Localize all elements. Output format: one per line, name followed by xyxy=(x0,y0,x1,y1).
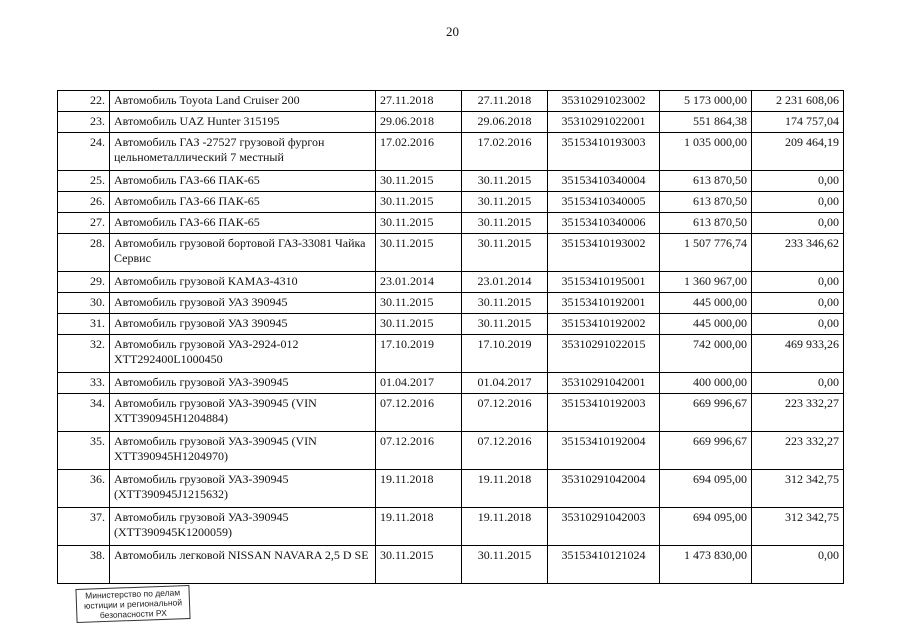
table-row xyxy=(58,133,844,171)
cell-inventory-code: 35310291042003 xyxy=(548,508,660,546)
cell-number: 29. xyxy=(58,272,110,293)
cell-date-2: 30.11.2015 xyxy=(462,234,548,272)
cell-date-1: 07.12.2016 xyxy=(376,394,462,432)
cell-residual-value: 223 332,27 xyxy=(752,394,844,432)
cell-date-2: 07.12.2016 xyxy=(462,432,548,470)
cell-number: 25. xyxy=(58,171,110,192)
table-row xyxy=(58,373,844,394)
cell-date-2: 07.12.2016 xyxy=(462,394,548,432)
page-number: 20 xyxy=(446,24,459,39)
cell-residual-value: 2 231 608,06 xyxy=(752,91,844,112)
cell-name: Автомобиль грузовой УАЗ-390945 (VIN ХТТ390945H1204884) xyxy=(110,394,376,432)
cell-date-2: 30.11.2015 xyxy=(462,546,548,584)
cell-inventory-code: 35153410193003 xyxy=(548,133,660,171)
cell-residual-value: 223 332,27 xyxy=(752,432,844,470)
cell-cost: 1 473 830,00 xyxy=(660,546,752,584)
cell-date-2: 29.06.2018 xyxy=(462,112,548,133)
table-row xyxy=(58,394,844,432)
cell-inventory-code: 35153410192003 xyxy=(548,394,660,432)
cell-residual-value: 233 346,62 xyxy=(752,234,844,272)
cell-date-2: 30.11.2015 xyxy=(462,192,548,213)
cell-date-1: 29.06.2018 xyxy=(376,112,462,133)
table-row xyxy=(58,234,844,272)
cell-number: 37. xyxy=(58,508,110,546)
cell-name: Автомобиль грузовой УАЗ 390945 xyxy=(110,314,376,335)
cell-cost: 445 000,00 xyxy=(660,293,752,314)
asset-table xyxy=(57,90,844,584)
cell-residual-value: 0,00 xyxy=(752,192,844,213)
table-row xyxy=(58,293,844,314)
cell-cost: 1 035 000,00 xyxy=(660,133,752,171)
cell-date-1: 30.11.2015 xyxy=(376,293,462,314)
cell-residual-value: 0,00 xyxy=(752,293,844,314)
cell-cost: 742 000,00 xyxy=(660,335,752,373)
cell-inventory-code: 35153410193002 xyxy=(548,234,660,272)
cell-cost: 613 870,50 xyxy=(660,213,752,234)
cell-date-1: 17.10.2019 xyxy=(376,335,462,373)
cell-residual-value: 0,00 xyxy=(752,546,844,584)
cell-number: 31. xyxy=(58,314,110,335)
cell-cost: 1 507 776,74 xyxy=(660,234,752,272)
cell-residual-value: 312 342,75 xyxy=(752,508,844,546)
cell-inventory-code: 35153410121024 xyxy=(548,546,660,584)
cell-date-2: 30.11.2015 xyxy=(462,213,548,234)
cell-name: Автомобиль ГАЗ-66 ПАК-65 xyxy=(110,192,376,213)
cell-date-1: 07.12.2016 xyxy=(376,432,462,470)
cell-date-1: 17.02.2016 xyxy=(376,133,462,171)
cell-name: Автомобиль ГАЗ -27527 грузовой фургон цельнометаллический 7 местный xyxy=(110,133,376,171)
cell-name: Автомобиль легковой NISSAN NAVARA 2,5 D SE xyxy=(110,546,376,584)
table-row xyxy=(58,335,844,373)
cell-number: 33. xyxy=(58,373,110,394)
cell-inventory-code: 35153410340004 xyxy=(548,171,660,192)
table-row xyxy=(58,171,844,192)
cell-number: 22. xyxy=(58,91,110,112)
cell-date-1: 30.11.2015 xyxy=(376,546,462,584)
table-row xyxy=(58,546,844,584)
cell-number: 27. xyxy=(58,213,110,234)
table-row xyxy=(58,314,844,335)
cell-date-1: 19.11.2018 xyxy=(376,470,462,508)
cell-name: Автомобиль грузовой УАЗ-2924-012 ХТТ292400L1000450 xyxy=(110,335,376,373)
cell-inventory-code: 35153410340005 xyxy=(548,192,660,213)
cell-date-1: 30.11.2015 xyxy=(376,234,462,272)
cell-date-2: 01.04.2017 xyxy=(462,373,548,394)
cell-cost: 551 864,38 xyxy=(660,112,752,133)
cell-cost: 5 173 000,00 xyxy=(660,91,752,112)
cell-date-2: 17.10.2019 xyxy=(462,335,548,373)
table-row xyxy=(58,192,844,213)
cell-inventory-code: 35153410192002 xyxy=(548,314,660,335)
cell-number: 35. xyxy=(58,432,110,470)
cell-name: Автомобиль UAZ Hunter 315195 xyxy=(110,112,376,133)
cell-residual-value: 0,00 xyxy=(752,373,844,394)
cell-name: Автомобиль грузовой УАЗ-390945 (ХТТ390945K1200059) xyxy=(110,508,376,546)
cell-date-2: 19.11.2018 xyxy=(462,470,548,508)
cell-residual-value: 209 464,19 xyxy=(752,133,844,171)
cell-date-2: 30.11.2015 xyxy=(462,293,548,314)
table-row xyxy=(58,213,844,234)
cell-cost: 445 000,00 xyxy=(660,314,752,335)
cell-number: 36. xyxy=(58,470,110,508)
cell-date-2: 30.11.2015 xyxy=(462,314,548,335)
cell-inventory-code: 35153410340006 xyxy=(548,213,660,234)
cell-name: Автомобиль ГАЗ-66 ПАК-65 xyxy=(110,213,376,234)
cell-name: Автомобиль Toyota Land Cruiser 200 xyxy=(110,91,376,112)
table-row xyxy=(58,432,844,470)
cell-cost: 400 000,00 xyxy=(660,373,752,394)
stamp-line-3: безопасности РХ xyxy=(99,607,168,621)
cell-number: 23. xyxy=(58,112,110,133)
table-row xyxy=(58,91,844,112)
table-row xyxy=(58,470,844,508)
cell-number: 32. xyxy=(58,335,110,373)
cell-inventory-code: 35310291022001 xyxy=(548,112,660,133)
cell-number: 38. xyxy=(58,546,110,584)
cell-inventory-code: 35310291023002 xyxy=(548,91,660,112)
cell-cost: 669 996,67 xyxy=(660,432,752,470)
cell-date-1: 01.04.2017 xyxy=(376,373,462,394)
cell-date-1: 19.11.2018 xyxy=(376,508,462,546)
cell-cost: 694 095,00 xyxy=(660,470,752,508)
cell-number: 34. xyxy=(58,394,110,432)
cell-cost: 694 095,00 xyxy=(660,508,752,546)
cell-residual-value: 469 933,26 xyxy=(752,335,844,373)
cell-residual-value: 312 342,75 xyxy=(752,470,844,508)
cell-date-2: 27.11.2018 xyxy=(462,91,548,112)
cell-name: Автомобиль ГАЗ-66 ПАК-65 xyxy=(110,171,376,192)
cell-name: Автомобиль грузовой КАМАЗ-4310 xyxy=(110,272,376,293)
cell-inventory-code: 35153410192004 xyxy=(548,432,660,470)
cell-number: 30. xyxy=(58,293,110,314)
cell-cost: 669 996,67 xyxy=(660,394,752,432)
cell-name: Автомобиль грузовой УАЗ 390945 xyxy=(110,293,376,314)
cell-residual-value: 0,00 xyxy=(752,171,844,192)
stamp-line-1: Министерство по делам xyxy=(84,587,181,601)
cell-residual-value: 174 757,04 xyxy=(752,112,844,133)
cell-inventory-code: 35153410192001 xyxy=(548,293,660,314)
stamp-line-2: юстиции и региональной xyxy=(83,597,183,611)
asset-table-body xyxy=(58,91,844,584)
cell-date-1: 30.11.2015 xyxy=(376,192,462,213)
cell-date-1: 23.01.2014 xyxy=(376,272,462,293)
cell-date-1: 30.11.2015 xyxy=(376,213,462,234)
cell-residual-value: 0,00 xyxy=(752,213,844,234)
cell-number: 28. xyxy=(58,234,110,272)
table-row xyxy=(58,112,844,133)
cell-residual-value: 0,00 xyxy=(752,272,844,293)
cell-cost: 1 360 967,00 xyxy=(660,272,752,293)
cell-number: 26. xyxy=(58,192,110,213)
cell-name: Автомобиль грузовой УАЗ-390945 (VIN ХТТ390945H1204970) xyxy=(110,432,376,470)
cell-date-1: 30.11.2015 xyxy=(376,314,462,335)
ministry-stamp xyxy=(75,585,190,623)
cell-inventory-code: 35310291022015 xyxy=(548,335,660,373)
cell-cost: 613 870,50 xyxy=(660,192,752,213)
cell-date-2: 19.11.2018 xyxy=(462,508,548,546)
cell-inventory-code: 35310291042001 xyxy=(548,373,660,394)
cell-date-1: 27.11.2018 xyxy=(376,91,462,112)
cell-residual-value: 0,00 xyxy=(752,314,844,335)
table-row xyxy=(58,272,844,293)
cell-date-2: 17.02.2016 xyxy=(462,133,548,171)
cell-date-2: 23.01.2014 xyxy=(462,272,548,293)
cell-date-2: 30.11.2015 xyxy=(462,171,548,192)
cell-name: Автомобиль грузовой УАЗ-390945 xyxy=(110,373,376,394)
table-row xyxy=(58,508,844,546)
cell-number: 24. xyxy=(58,133,110,171)
cell-cost: 613 870,50 xyxy=(660,171,752,192)
cell-name: Автомобиль грузовой УАЗ-390945 (ХТТ390945J1215632) xyxy=(110,470,376,508)
cell-name: Автомобиль грузовой бортовой ГАЗ-33081 Чайка Сервис xyxy=(110,234,376,272)
cell-date-1: 30.11.2015 xyxy=(376,171,462,192)
cell-inventory-code: 35310291042004 xyxy=(548,470,660,508)
cell-inventory-code: 35153410195001 xyxy=(548,272,660,293)
